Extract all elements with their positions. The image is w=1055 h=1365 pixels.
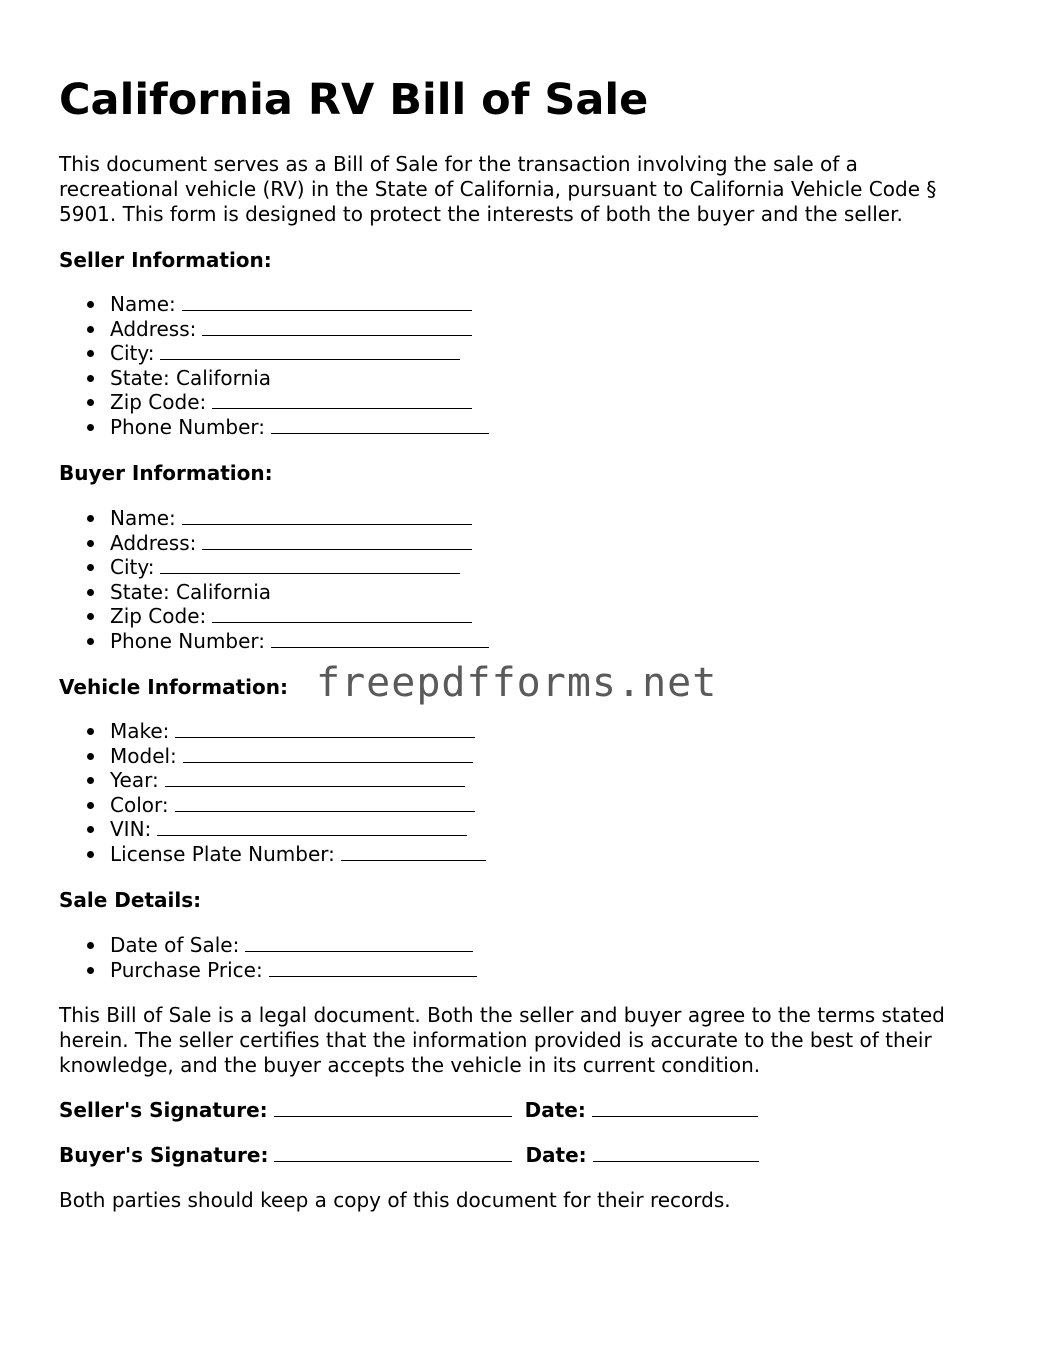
seller-zip-line[interactable] bbox=[212, 390, 472, 409]
sale-date-field[interactable]: Date of Sale: bbox=[59, 933, 477, 958]
buyer-phone-field[interactable]: Phone Number: bbox=[59, 629, 489, 654]
vehicle-year-field[interactable]: Year: bbox=[59, 768, 486, 793]
seller-state-field: State: California bbox=[59, 366, 489, 391]
vehicle-model-field[interactable]: Model: bbox=[59, 744, 486, 769]
seller-fields-list bbox=[59, 292, 489, 440]
seller-info-heading: Seller Information: bbox=[59, 248, 272, 272]
intro-paragraph: This document serves as a Bill of Sale for the transaction involving the sale of a recreational vehicle (RV) in the State of California, pursuant to California Vehicle Code § 5901. This form is designed to protect the interests of both the buyer and the seller. bbox=[59, 152, 937, 226]
vehicle-model-line[interactable] bbox=[183, 744, 473, 763]
vehicle-color-line[interactable] bbox=[175, 793, 475, 812]
buyer-address-field[interactable]: Address: bbox=[59, 531, 489, 556]
seller-signature-line[interactable] bbox=[274, 1098, 512, 1117]
sale-price-line[interactable] bbox=[269, 958, 477, 977]
vehicle-fields-list bbox=[59, 719, 486, 867]
seller-city-line[interactable] bbox=[160, 341, 460, 360]
sale-price-field[interactable]: Purchase Price: bbox=[59, 958, 477, 983]
buyer-signature-row: Buyer's Signature: Date: bbox=[59, 1143, 759, 1167]
vehicle-plate-field[interactable]: License Plate Number: bbox=[59, 842, 486, 867]
buyer-city-line[interactable] bbox=[160, 555, 460, 574]
vehicle-year-line[interactable] bbox=[165, 768, 465, 787]
buyer-address-line[interactable] bbox=[202, 531, 472, 550]
legal-paragraph: This Bill of Sale is a legal document. Both the seller and buyer agree to the terms stated herein. The seller certifies that the information provided is accurate to the best of their knowledge, and the buyer accepts the vehicle in its current condition. bbox=[59, 1003, 945, 1077]
seller-phone-line[interactable] bbox=[271, 415, 489, 434]
closing-note: Both parties should keep a copy of this document for their records. bbox=[59, 1188, 731, 1212]
vehicle-info-heading: Vehicle Information: bbox=[59, 675, 288, 699]
vehicle-color-field[interactable]: Color: bbox=[59, 793, 486, 818]
seller-address-line[interactable] bbox=[202, 317, 472, 336]
vehicle-make-field[interactable]: Make: bbox=[59, 719, 486, 744]
buyer-zip-field[interactable]: Zip Code: bbox=[59, 604, 489, 629]
document-title: California RV Bill of Sale bbox=[59, 75, 649, 125]
seller-city-field[interactable]: City: bbox=[59, 341, 489, 366]
sale-details-heading: Sale Details: bbox=[59, 888, 202, 912]
sale-date-line[interactable] bbox=[245, 933, 473, 952]
seller-name-field[interactable]: Name: bbox=[59, 292, 489, 317]
seller-phone-field[interactable]: Phone Number: bbox=[59, 415, 489, 440]
buyer-zip-line[interactable] bbox=[212, 604, 472, 623]
buyer-name-line[interactable] bbox=[182, 506, 472, 525]
buyer-city-field[interactable]: City: bbox=[59, 555, 489, 580]
vehicle-vin-line[interactable] bbox=[157, 817, 467, 836]
seller-date-line[interactable] bbox=[592, 1098, 758, 1117]
buyer-name-field[interactable]: Name: bbox=[59, 506, 489, 531]
seller-signature-row: Seller's Signature: Date: bbox=[59, 1098, 758, 1122]
buyer-info-heading: Buyer Information: bbox=[59, 461, 273, 485]
sale-fields-list bbox=[59, 933, 477, 982]
vehicle-vin-field[interactable]: VIN: bbox=[59, 817, 486, 842]
seller-zip-field[interactable]: Zip Code: bbox=[59, 390, 489, 415]
buyer-state-field: State: California bbox=[59, 580, 489, 605]
vehicle-plate-line[interactable] bbox=[341, 842, 486, 861]
buyer-phone-line[interactable] bbox=[271, 629, 489, 648]
seller-address-field[interactable]: Address: bbox=[59, 317, 489, 342]
seller-name-line[interactable] bbox=[182, 292, 472, 311]
buyer-signature-line[interactable] bbox=[274, 1143, 512, 1162]
buyer-date-line[interactable] bbox=[593, 1143, 759, 1162]
buyer-fields-list bbox=[59, 506, 489, 654]
watermark-text: freepdfforms.net bbox=[316, 660, 718, 706]
vehicle-make-line[interactable] bbox=[175, 719, 475, 738]
